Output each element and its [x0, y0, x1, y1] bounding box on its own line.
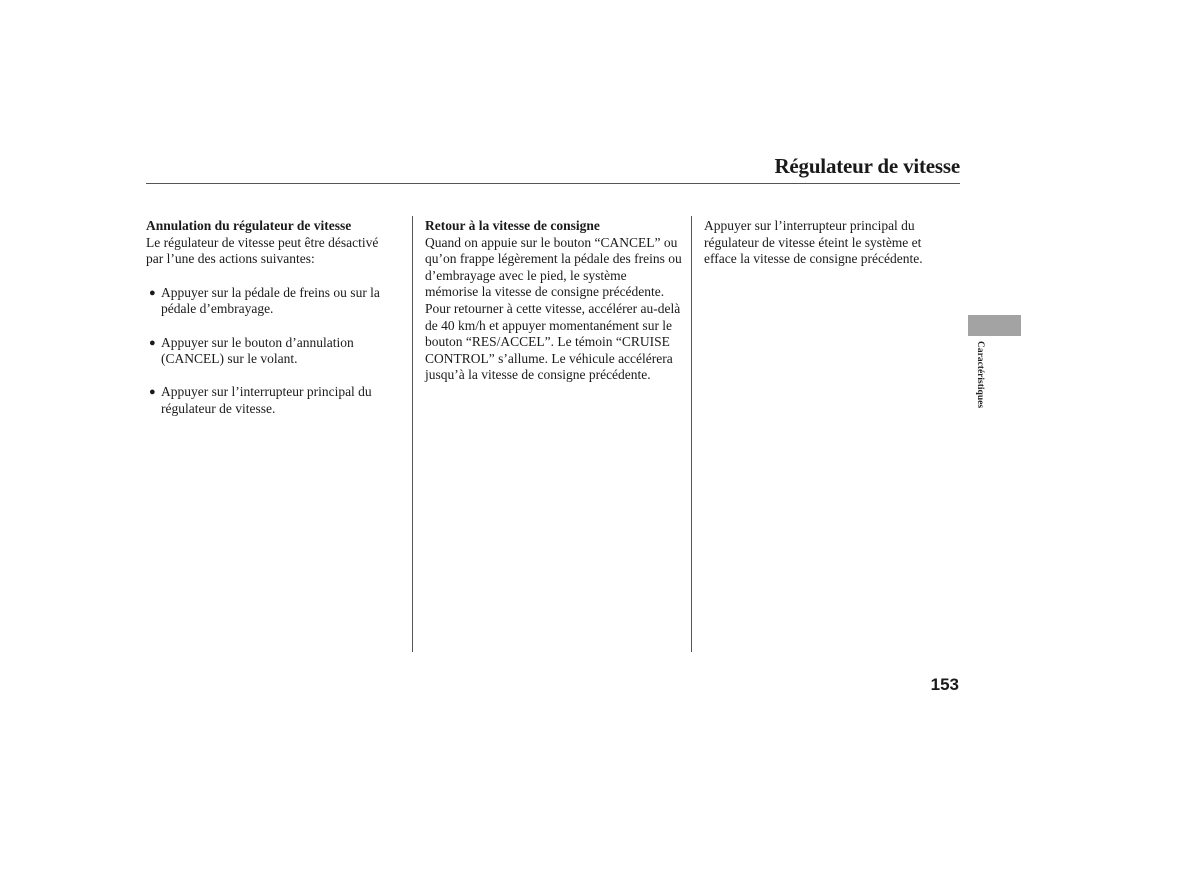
- title-divider: [146, 183, 960, 184]
- section-intro-cancel: Le régulateur de vitesse peut être désactivé par l’une des actions suivantes:: [146, 234, 379, 267]
- column-main-switch: [704, 218, 944, 268]
- page-number: 153: [930, 675, 959, 694]
- column-divider: [691, 216, 692, 652]
- list-item: [146, 335, 398, 368]
- column-divider: [412, 216, 413, 652]
- list-item: [146, 285, 398, 318]
- list-item-text: Appuyer sur le bouton d’annulation (CANCEL) sur le volant.: [161, 334, 354, 367]
- chapter-tab: [968, 315, 1021, 336]
- chapter-tab-label: Caractéristiques: [975, 341, 985, 409]
- list-item: [146, 384, 398, 417]
- bullet-icon: ●: [149, 386, 156, 399]
- column-cancel-cruise: [146, 218, 398, 434]
- section-body-main-switch: Appuyer sur l’interrupteur principal du régulateur de vitesse éteint le système et efface la vitesse de consigne précédente.: [704, 218, 923, 267]
- cancel-actions-list: [146, 285, 398, 418]
- column-resume-speed: [425, 218, 683, 384]
- list-item-text: Appuyer sur l’interrupteur principal du régulateur de vitesse.: [161, 384, 372, 416]
- bullet-icon: ●: [149, 336, 156, 349]
- section-heading-cancel: Annulation du régulateur de vitesse: [146, 218, 352, 233]
- section-heading-resume: Retour à la vitesse de consigne: [425, 218, 600, 233]
- page-title: Régulateur de vitesse: [774, 154, 960, 178]
- section-body-resume: Quand on appuie sur le bouton “CANCEL” ou qu’on frappe légèrement la pédale des freins ou d’embrayage avec le pied, le système mémorise la vitesse de consigne précédente. Pour retourner à cette vitesse, accélérer au-delà de 40 km/h et appuyer momentanément sur le bouton “RES/ACCEL”. Le témoin “CRUISE CONTROL” s’allume. Le véhicule accélérera jusqu’à la vitesse de consigne précédente.: [425, 234, 682, 383]
- list-item-text: Appuyer sur la pédale de freins ou sur la pédale d’embrayage.: [161, 284, 380, 317]
- bullet-icon: ●: [149, 286, 156, 299]
